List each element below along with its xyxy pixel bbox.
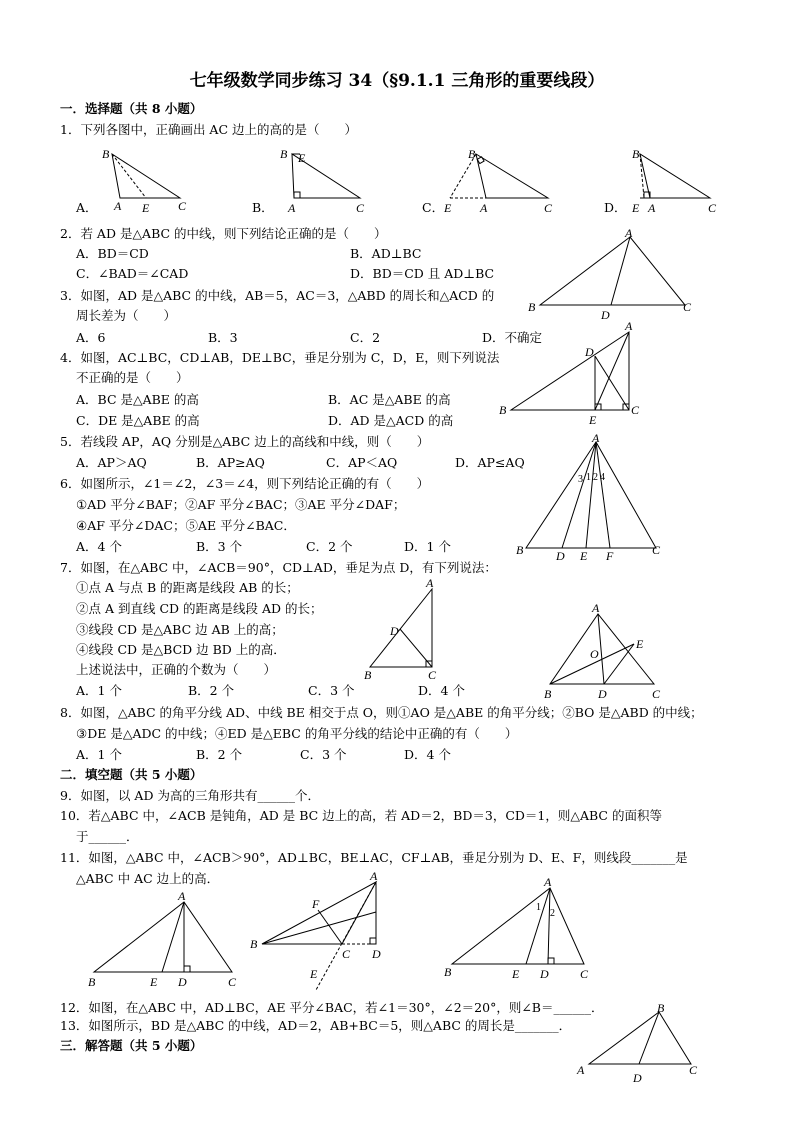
svg-text:E: E (636, 637, 644, 651)
q5-option-b: B．AP≥AQ (196, 455, 265, 470)
svg-text:E: E (150, 975, 158, 989)
q11-stem-1: 11．如图，△ABC 中，∠ACB＞90°，AD⊥BC，BE⊥AC，CF⊥AB，垂足分别为 D、E、F，则线段_______是 (60, 850, 688, 865)
q6-option-b: B．3 个 (196, 539, 243, 554)
q8-option-a: A．1 个 (76, 747, 122, 762)
svg-text:D: D (598, 687, 607, 701)
q3-option-c: C．2 (350, 330, 381, 345)
q7-line-1: ①点 A 与点 B 的距离是线段 AB 的长； (76, 580, 299, 595)
q7-option-d: D．4 个 (418, 683, 465, 698)
q1-option-c: C． (422, 200, 445, 215)
q7-option-c: C．3 个 (308, 683, 355, 698)
q13-figure (575, 1000, 725, 1090)
q2-stem: 2．若 AD 是△ABC 的中线，则下列结论正确的是（ ） (60, 226, 387, 241)
q1-figures (60, 140, 780, 220)
svg-text:D: D (390, 624, 399, 638)
svg-text:C: C (580, 967, 589, 981)
q1-option-b: B． (252, 200, 274, 215)
q4-figure (495, 318, 655, 428)
q7-option-b: B．2 个 (188, 683, 235, 698)
svg-text:F: F (312, 897, 320, 911)
q5-stem: 5．若线段 AP，AQ 分别是△ABC 边上的高线和中线，则（ ） (60, 434, 430, 449)
svg-text:B: B (499, 403, 507, 417)
q6-line-2: ④AF 平分∠DAC；⑤AE 平分∠BAC． (76, 518, 296, 533)
svg-text:C: C (428, 668, 437, 682)
q8-stem-1: 8．如图，△ABC 的角平分线 AD、中线 BE 相交于点 O，则①AO 是△ABE 的角平分线；②BO 是△ABD 的中线； (60, 705, 703, 720)
q10-stem-2: 于______． (76, 829, 139, 844)
q7-line-4: ④线段 CD 是△BCD 边 BD 上的高． (76, 642, 286, 657)
section-2-heading: 二．填空题（共 5 小题） (60, 767, 203, 782)
fig-label: B (102, 147, 110, 161)
svg-text:1: 1 (586, 472, 591, 483)
q11-stem-2: △ABC 中 AC 边上的高． (76, 871, 220, 886)
svg-text:B: B (632, 147, 640, 161)
svg-text:B: B (364, 668, 372, 682)
svg-text:D: D (585, 345, 594, 359)
svg-text:E: E (142, 201, 150, 215)
svg-text:C: C (356, 201, 365, 215)
svg-text:D: D (178, 975, 187, 989)
svg-text:E: E (632, 201, 640, 215)
q8-option-c: C．3 个 (300, 747, 347, 762)
q7-line-2: ②点 A 到直线 CD 的距离是线段 AD 的长； (76, 601, 323, 616)
q9-stem: 9．如图，以 AD 为高的三角形共有______个． (60, 788, 320, 803)
q6-option-a: A．4 个 (76, 539, 122, 554)
q2-option-a: A．BD＝CD (76, 246, 149, 261)
svg-text:E: E (310, 967, 318, 981)
svg-text:3: 3 (578, 474, 583, 485)
svg-text:A: A (480, 201, 488, 215)
q6-stem: 6．如图所示，∠1＝∠2，∠3＝∠4，则下列结论正确的有（ ） (60, 476, 430, 491)
svg-text:C: C (228, 975, 237, 989)
q3-stem-2: 周长差为（ ） (76, 308, 177, 323)
svg-text:C: C (708, 201, 717, 215)
svg-text:D: D (372, 947, 381, 961)
svg-text:B: B (250, 937, 258, 951)
q3-option-d: D．不确定 (482, 330, 543, 345)
svg-text:E: E (589, 413, 597, 427)
q2-option-b: B．AD⊥BC (350, 246, 422, 261)
q4-stem-1: 4．如图，AC⊥BC，CD⊥AB，DE⊥BC，垂足分别为 C，D，E，则下列说法 (60, 350, 500, 365)
section-1-heading: 一．选择题（共 8 小题） (60, 101, 203, 116)
svg-text:C: C (631, 403, 640, 417)
q3-figure (525, 225, 735, 325)
q5-option-a: A．AP＞AQ (76, 455, 147, 470)
svg-text:A: A (288, 201, 296, 215)
svg-text:A: A (114, 199, 122, 213)
svg-text:O: O (590, 647, 599, 661)
svg-text:B: B (657, 1001, 665, 1015)
svg-text:C: C (652, 687, 661, 701)
q7-option-a: A．1 个 (76, 683, 122, 698)
svg-text:A: A (648, 201, 656, 215)
q1-option-d: D． (604, 200, 627, 215)
q5-option-d: D．AP≤AQ (455, 455, 525, 470)
q2-option-c: C．∠BAD＝∠CAD (76, 266, 189, 281)
q3-option-a: A．6 (76, 330, 106, 345)
q6-figure (512, 430, 672, 563)
svg-text:C: C (652, 543, 661, 557)
q3-stem-1: 3．如图，AD 是△ABC 的中线，AB＝5，AC＝3，△ABD 的周长和△ACD 的 (60, 288, 495, 303)
svg-text:D: D (601, 308, 610, 322)
svg-text:C: C (178, 199, 187, 213)
q6-line-1: ①AD 平分∠BAF；②AF 平分∠BAC；③AE 平分∠DAF； (76, 497, 406, 512)
svg-text:B: B (516, 543, 524, 557)
svg-text:F: F (606, 549, 614, 563)
svg-text:2: 2 (550, 908, 555, 919)
q7-line-5: 上述说法中，正确的个数为（ ） (76, 662, 277, 677)
svg-text:C: C (689, 1063, 698, 1077)
q12-stem: 12．如图，在△ABC 中，AD⊥BC，AE 平分∠BAC，若∠1＝30°，∠2＝20°，则∠B＝______． (60, 1000, 604, 1015)
page-title: 七年级数学同步练习 34（§9.1.1 三角形的重要线段） (189, 71, 605, 91)
q6-option-d: D．1 个 (404, 539, 451, 554)
svg-text:1: 1 (536, 902, 541, 913)
q1-option-a: A． (76, 200, 98, 215)
q13-stem: 13．如图所示，BD 是△ABC 的中线，AD＝2，AB+BC＝5，则△ABC 的周长是_______． (60, 1018, 572, 1033)
q2-option-d: D．BD＝CD 且 AD⊥BC (350, 266, 495, 281)
svg-text:A: A (178, 889, 186, 903)
svg-text:D: D (556, 549, 565, 563)
q8-stem-2: ③DE 是△ADC 的中线；④ED 是△EBC 的角平分线的结论中正确的有（ ） (76, 726, 518, 741)
q5-option-c: C．AP＜AQ (326, 455, 398, 470)
svg-text:A: A (592, 431, 600, 445)
q7-figure (362, 575, 452, 685)
svg-text:C: C (683, 300, 692, 314)
q8-option-d: D．4 个 (404, 747, 451, 762)
q3-option-b: B．3 (208, 330, 238, 345)
q4-option-d: D．AD 是△ACD 的高 (328, 413, 454, 428)
svg-text:A: A (625, 226, 633, 240)
svg-text:B: B (528, 300, 536, 314)
svg-text:C: C (342, 947, 351, 961)
svg-text:B: B (468, 147, 476, 161)
q6-option-c: C．2 个 (306, 539, 353, 554)
svg-text:E: E (580, 549, 588, 563)
q4-option-c: C．DE 是△ABE 的高 (76, 413, 200, 428)
svg-text:C: C (544, 201, 553, 215)
svg-text:D: D (633, 1071, 642, 1085)
svg-text:B: B (444, 965, 452, 979)
svg-text:B: B (88, 975, 96, 989)
q10-stem-1: 10．若△ABC 中，∠ACB 是钝角，AD 是 BC 边上的高，若 AD＝2，BD＝3，CD＝1，则△ABC 的面积等 (60, 808, 662, 823)
q7-line-3: ③线段 CD 是△ABC 边 AB 上的高； (76, 622, 284, 637)
svg-text:2: 2 (593, 472, 598, 483)
section-3-heading: 三．解答题（共 5 小题） (60, 1038, 203, 1053)
svg-text:A: A (592, 601, 600, 615)
q8-option-b: B．2 个 (196, 747, 243, 762)
svg-text:A: A (370, 869, 378, 883)
svg-text:D: D (540, 967, 549, 981)
q7-stem: 7．如图，在△ABC 中，∠ACB＝90°，CD⊥AD，垂足为点 D，有下列说法： (60, 560, 497, 575)
svg-text:E: E (444, 201, 452, 215)
svg-text:A: A (426, 576, 434, 590)
q4-stem-2: 不正确的是（ ） (76, 370, 189, 385)
q4-option-b: B．AC 是△ABE 的高 (328, 392, 451, 407)
svg-text:E: E (298, 151, 306, 165)
svg-text:4: 4 (600, 472, 605, 483)
svg-text:B: B (544, 687, 552, 701)
svg-text:A: A (544, 875, 552, 889)
svg-text:E: E (512, 967, 520, 981)
svg-text:A: A (577, 1063, 585, 1077)
q1-stem: 1．下列各图中，正确画出 AC 边上的高的是（ ） (60, 122, 357, 137)
svg-text:B: B (280, 147, 288, 161)
svg-text:A: A (625, 319, 633, 333)
q8-figure (540, 600, 670, 700)
q4-option-a: A．BC 是△ABE 的高 (76, 392, 199, 407)
